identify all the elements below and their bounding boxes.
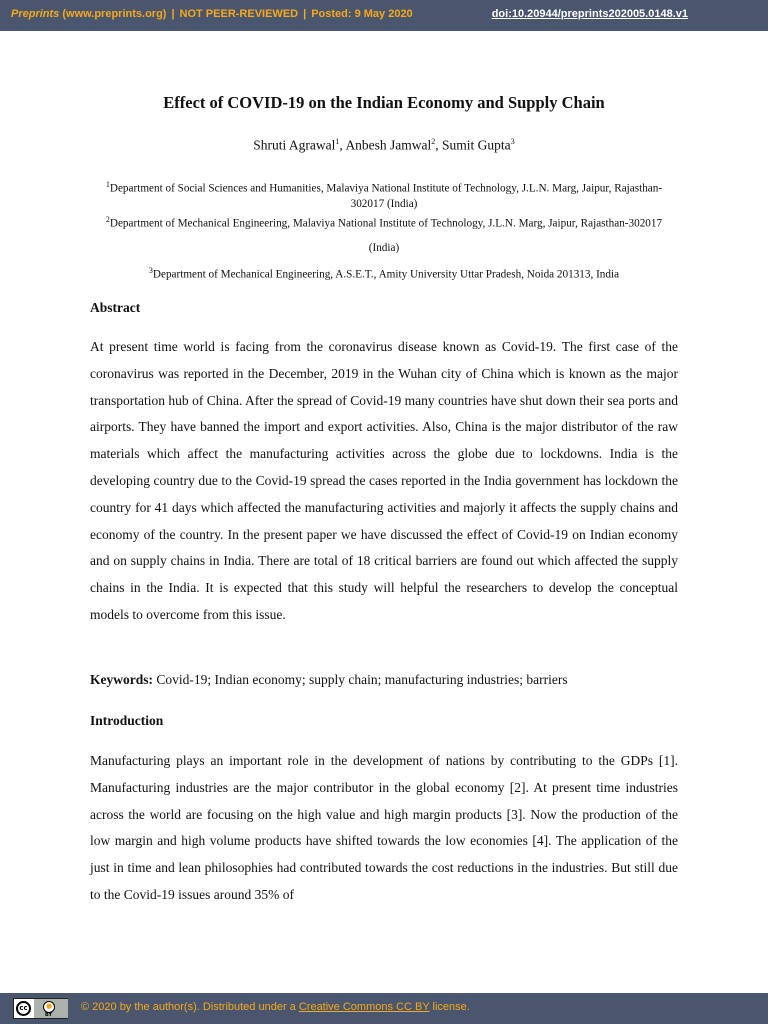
- preprint-header-bar: [0, 0, 768, 31]
- affiliation-text: Department of Mechanical Engineering, Malaviya National Institute of Technology, J.L.N. Marg, Jaipur, Rajasthan-302017 (India): [109, 217, 663, 254]
- author-name: Anbesh Jamwal: [345, 137, 432, 153]
- posted-date: Posted: 9 May 2020: [311, 8, 413, 20]
- keywords-label: Keywords:: [90, 672, 153, 687]
- author-separator: ,: [339, 137, 346, 153]
- author-sup: 2: [431, 137, 436, 146]
- author-separator: ,: [435, 137, 443, 153]
- site-url: (www.preprints.org): [62, 8, 167, 20]
- attribution-person-icon: ●: [43, 1001, 55, 1013]
- copyright-prefix: © 2020 by the author(s). Distributed under a: [81, 1001, 299, 1013]
- preprints-brand: Preprints: [11, 8, 60, 20]
- license-link[interactable]: Creative Commons CC BY: [298, 1001, 430, 1013]
- cc-by-license-icon[interactable]: [13, 998, 68, 1019]
- affiliation-sup: 1: [105, 180, 110, 189]
- license-footer-bar: [0, 993, 768, 1024]
- keywords-text: Covid-19; Indian economy; supply chain; manufacturing industries; barriers: [156, 672, 568, 687]
- affiliation-text: Department of Mechanical Engineering, A.S.E.T., Amity University Uttar Pradesh, Noida 201313, India: [152, 268, 620, 281]
- preprint-status-line: [11, 8, 413, 20]
- copyright-suffix: license.: [429, 1001, 470, 1013]
- author-list: [0, 137, 768, 154]
- paper-title: Effect of COVID-19 on the Indian Economy and Supply Chain: [163, 93, 605, 112]
- affiliation-3: [90, 263, 678, 283]
- author-name: Shruti Agrawal: [253, 137, 336, 153]
- separator: |: [303, 8, 307, 20]
- author-sup: 3: [510, 137, 515, 146]
- affiliation-text: Department of Social Sciences and Humanities, Malaviya National Institute of Technology, J.L.N. Marg, Jaipur, Rajasthan-302017 (India): [109, 182, 663, 211]
- cc-icon: cc: [16, 1001, 31, 1016]
- doi-link[interactable]: doi:10.20944/preprints202005.0148.v1: [491, 8, 688, 20]
- separator: |: [171, 8, 175, 20]
- introduction-heading: Introduction: [90, 713, 164, 728]
- by-label: BY: [45, 1012, 53, 1018]
- author-sup: 1: [335, 137, 340, 146]
- keywords-line: [90, 672, 568, 688]
- introduction-text: Manufacturing plays an important role in the development of nations by contributing to the GDPs [1]. Manufacturing industries are the major contributor in the global economy [2]. At present time industries across the world are focusing on the high value and high margin products [3]. Now the production of the low margin and high volume products have shifted towards the low economies [4]. The application of the just in time and lean philosophies had contributed towards the cost reductions in the industries. But still due to the Covid-19 issues around 35% of: [90, 753, 678, 902]
- affiliation-sup: 3: [148, 266, 153, 275]
- affiliation-sup: 2: [105, 215, 110, 224]
- abstract-heading: Abstract: [90, 300, 141, 315]
- author-name: Sumit Gupta: [442, 137, 511, 153]
- review-status: NOT PEER-REVIEWED: [179, 8, 299, 20]
- abstract-text: At present time world is facing from the coronavirus disease known as Covid-19. The first case of the coronavirus was reported in the December, 2019 in the Wuhan city of China which is known as the major transportation hub of China. After the spread of Covid-19 many countries have shut down their sea ports and airports. They have banned the import and export activities. Also, China is the major distributor of the raw materials which affect the manufacturing activities across the globe due to lockdowns. India is the developing country due to the Covid-19 spread the cases reported in the India government has lockdown the country for 41 days which affected the manufacturing activities and majorly it affects the supply chains and economy of the country. In the present paper we have discussed the effect of Covid-19 on Indian economy and on supply chains in India. There are total of 18 critical barriers are found out which affected the supply chains in the India. It is expected that this study will helpful the researchers to develop the conceptual models to overcome from this issue.: [90, 339, 678, 622]
- license-notice: [81, 1001, 470, 1013]
- affiliation-2: [90, 208, 678, 260]
